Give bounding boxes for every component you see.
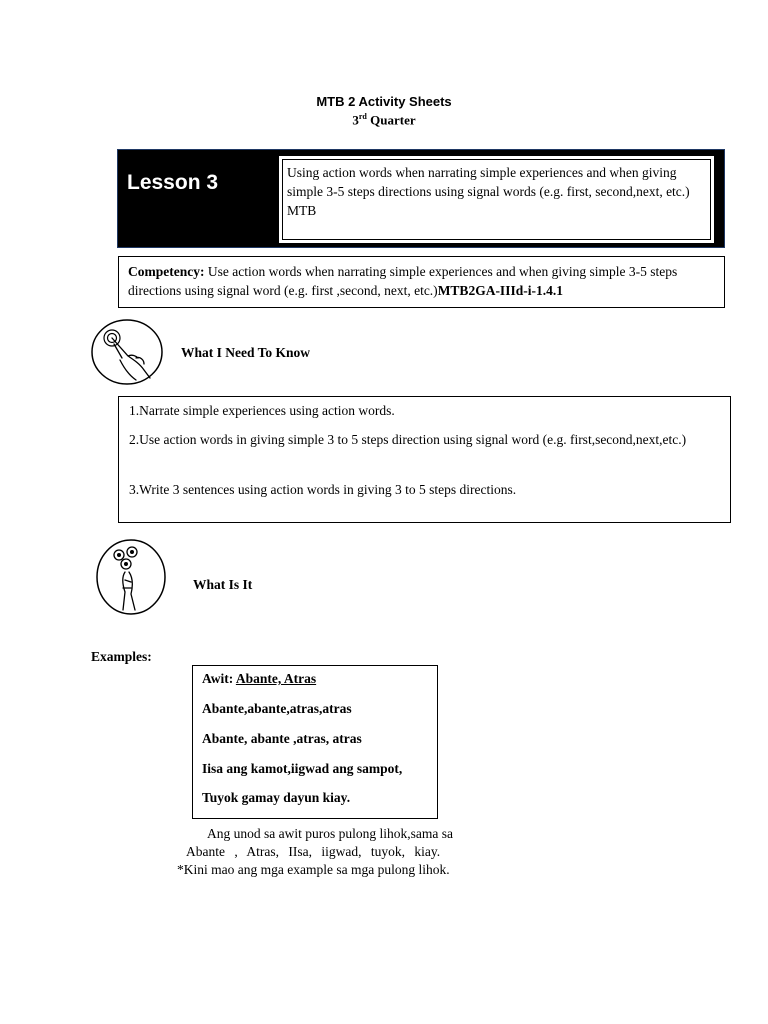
what-is-it-title: What Is It (193, 577, 253, 592)
lesson-description: Using action words when narrating simple experiences and when giving simple 3-5 steps directions using signal words (e.g. first, second,next, etc.) MTB (287, 165, 690, 218)
song-prefix: Awit: (202, 671, 236, 686)
song-title: Abante, Atras (235, 671, 317, 686)
explanation-line: *Kini mao ang mga example sa mga pulong lihok. (177, 862, 450, 877)
objective-item: 3.Write 3 sentences using action words in giving 3 to 5 steps directions. (129, 482, 517, 497)
competency-description: Use action words when narrating simple experiences and when giving simple 3-5 steps directions using signal word (e.g. first ,second, next, etc.) (128, 264, 678, 298)
quarter-word: Quarter (370, 112, 416, 128)
song-line: Abante,abante,atras,atras (202, 701, 352, 716)
song-title-line (202, 671, 316, 687)
hand-gears-icon (95, 538, 167, 616)
explanation-line: Abante , Atras, IIsa, iigwad, tuyok, kiay. (186, 844, 441, 859)
competency-text (128, 262, 720, 300)
song-line: Iisa ang kamot,iigwad ang sampot, (202, 761, 403, 776)
objective-item: 2.Use action words in giving simple 3 to 5 steps direction using signal word (e.g. first,second,next,etc.) (129, 432, 687, 447)
song-line: Abante, abante ,atras, atras (202, 731, 362, 746)
sheet-title: MTB 2 Activity Sheets (316, 94, 452, 109)
song-line: Tuyok gamay dayun kiay. (202, 790, 351, 805)
what-i-need-to-know-title: What I Need To Know (181, 345, 311, 360)
objective-item: 1.Narrate simple experiences using action words. (129, 403, 395, 418)
quarter-heading (0, 112, 768, 128)
quarter-ordinal-suffix: rd (358, 112, 367, 121)
lesson-label: Lesson 3 (127, 171, 219, 194)
quarter-number: 3 (352, 112, 359, 128)
hand-tap-icon (90, 318, 166, 386)
competency-code: MTB2GA-IIId-i-1.4.1 (437, 283, 563, 298)
explanation-line: Ang unod sa awit puros pulong lihok,sama sa (207, 826, 453, 841)
competency-label: Competency: (128, 264, 205, 279)
examples-label: Examples: (91, 649, 152, 664)
